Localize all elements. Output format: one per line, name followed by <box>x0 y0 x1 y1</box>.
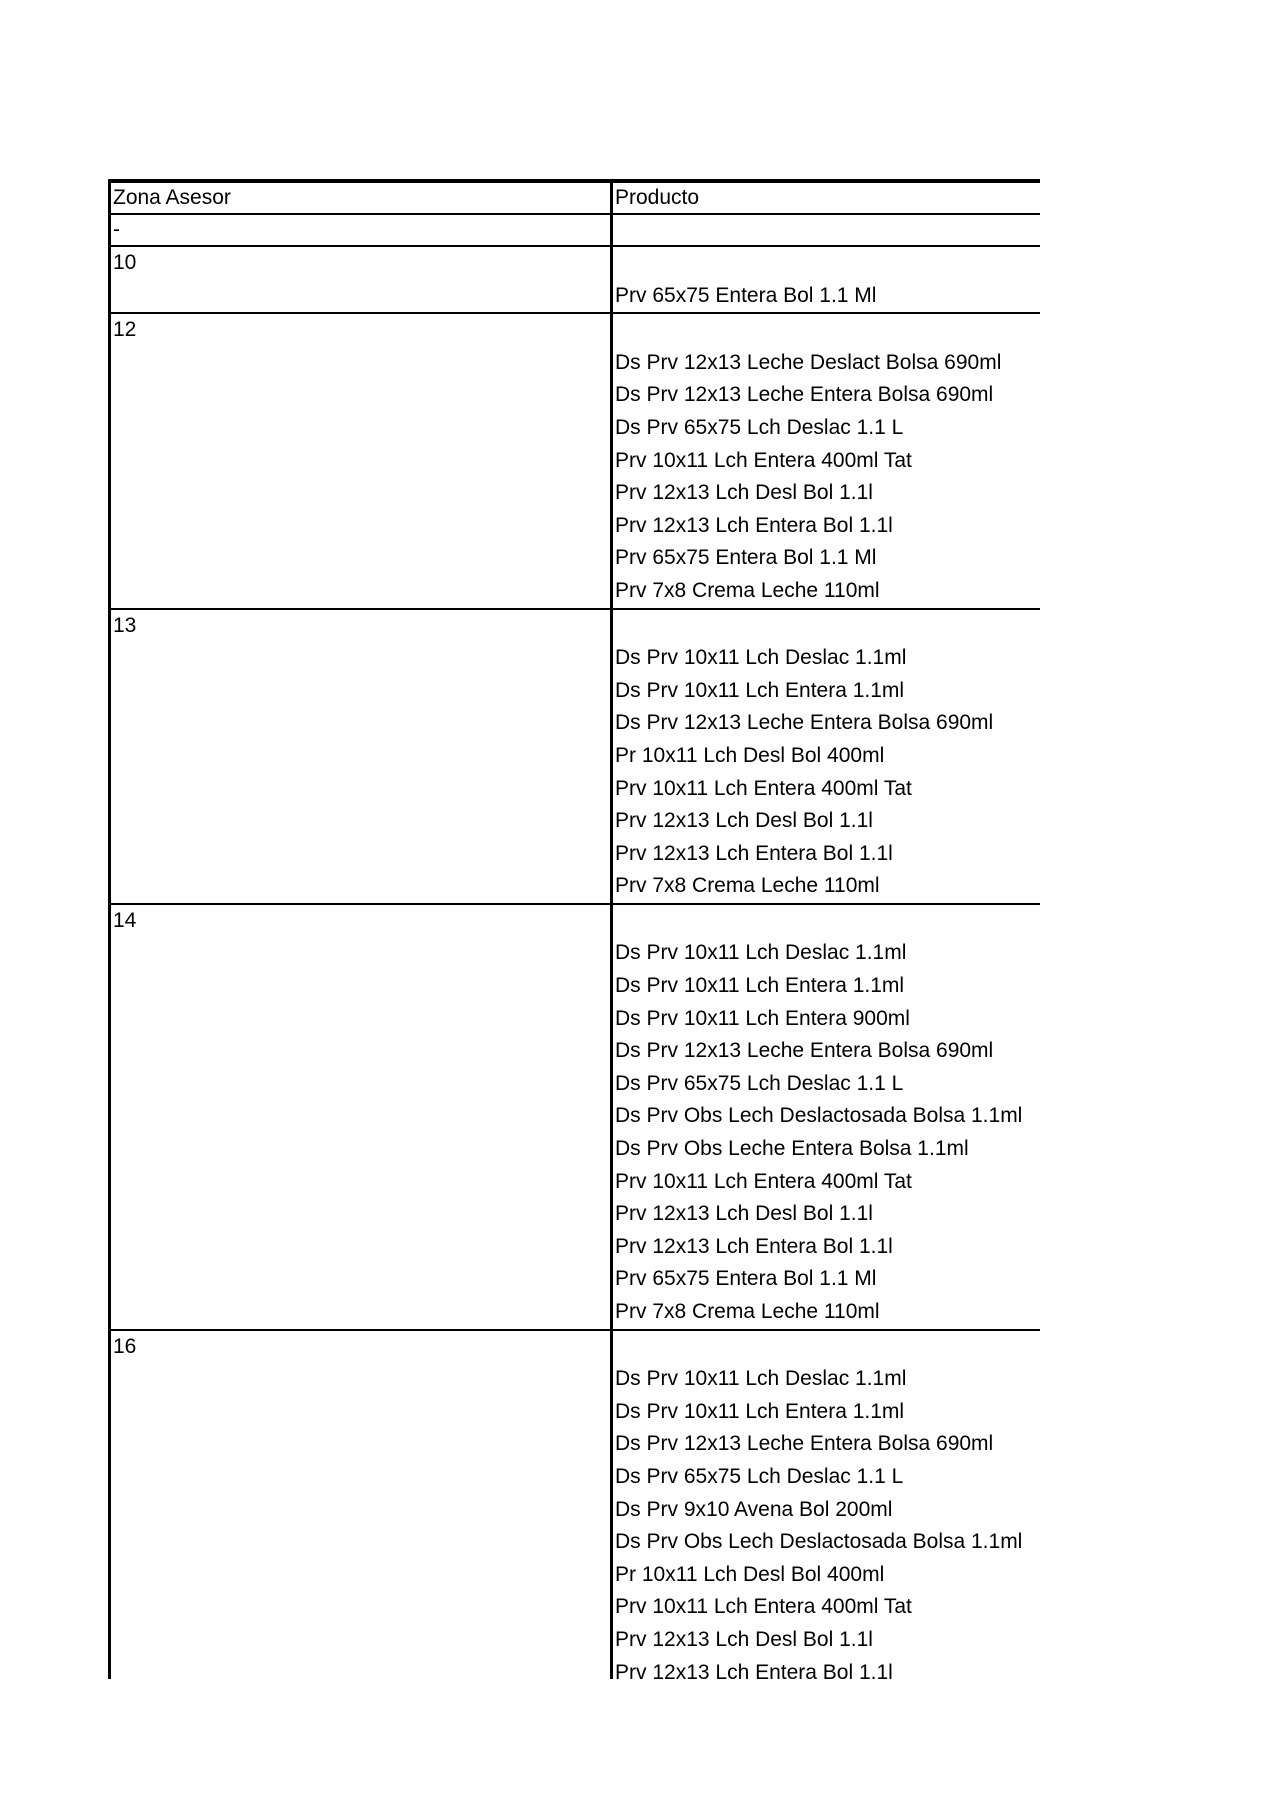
product-item: Pr 10x11 Lch Desl Bol 400ml <box>615 1562 885 1586</box>
product-item: Pr 10x11 Lch Desl Bol 400ml <box>615 743 885 767</box>
product-item: Ds Prv 10x11 Lch Entera 1.1ml <box>615 974 905 998</box>
product-item: Prv 10x11 Lch Entera 400ml Tat <box>615 1595 912 1619</box>
product-cell <box>612 313 1041 608</box>
zone-cell <box>110 1330 612 1679</box>
product-item: Prv 7x8 Crema Leche 110ml <box>615 578 880 602</box>
product-cell <box>612 1330 1041 1679</box>
table-row <box>110 904 1041 1330</box>
product-item: Ds Prv 65x75 Lch Deslac 1.1 L <box>615 415 904 439</box>
product-item: Prv 12x13 Lch Desl Bol 1.1l <box>615 809 873 833</box>
product-item: Prv 12x13 Lch Desl Bol 1.1l <box>615 481 873 505</box>
table-row <box>110 246 1041 313</box>
zone-label: 14 <box>113 908 137 932</box>
zone-cell <box>110 313 612 608</box>
header-row <box>110 181 1041 214</box>
product-item: Ds Prv 12x13 Leche Deslact Bolsa 690ml <box>615 350 1002 374</box>
zone-label: - <box>113 218 120 241</box>
zone-cell <box>110 214 612 246</box>
product-cell <box>612 246 1041 313</box>
product-item: Ds Prv 65x75 Lch Deslac 1.1 L <box>615 1464 904 1488</box>
product-cell <box>612 904 1041 1330</box>
table-row <box>110 1330 1041 1679</box>
table-row <box>110 313 1041 608</box>
product-cell <box>612 609 1041 904</box>
zone-label: 16 <box>113 1334 137 1358</box>
product-item: Ds Prv 10x11 Lch Deslac 1.1ml <box>615 646 907 670</box>
product-list <box>615 280 1038 313</box>
product-item: Prv 10x11 Lch Entera 400ml Tat <box>615 1169 912 1193</box>
product-item: Ds Prv 10x11 Lch Deslac 1.1ml <box>615 941 907 965</box>
product-item: Ds Prv Obs Lech Deslactosada Bolsa 1.1ml <box>615 1104 1023 1128</box>
product-item: Prv 12x13 Lch Entera Bol 1.1l <box>615 1234 893 1258</box>
product-item: Ds Prv Obs Leche Entera Bolsa 1.1ml <box>615 1137 969 1161</box>
product-item: Prv 65x75 Entera Bol 1.1 Ml <box>615 283 877 307</box>
product-item: Ds Prv 12x13 Leche Entera Bolsa 690ml <box>615 1432 994 1456</box>
product-item: Prv 65x75 Entera Bol 1.1 Ml <box>615 1267 877 1291</box>
product-item: Prv 7x8 Crema Leche 110ml <box>615 874 880 898</box>
product-item: Ds Prv 10x11 Lch Entera 1.1ml <box>615 1399 905 1423</box>
product-item: Ds Prv Obs Lech Deslactosada Bolsa 1.1ml <box>615 1530 1023 1554</box>
product-list <box>615 642 1038 903</box>
product-list <box>615 937 1038 1328</box>
product-cell <box>612 214 1041 246</box>
product-item: Ds Prv 65x75 Lch Deslac 1.1 L <box>615 1071 904 1095</box>
product-item: Ds Prv 10x11 Lch Deslac 1.1ml <box>615 1367 907 1391</box>
product-item: Prv 65x75 Entera Bol 1.1 Ml <box>615 546 877 570</box>
zone-label: 13 <box>113 613 137 637</box>
product-item: Prv 12x13 Lch Desl Bol 1.1l <box>615 1202 873 1226</box>
product-item: Prv 7x8 Crema Leche 110ml <box>615 1300 880 1323</box>
product-item: Prv 12x13 Lch Entera Bol 1.1l <box>615 1660 893 1679</box>
zone-cell <box>110 609 612 904</box>
header-zona-asesor: Zona Asesor <box>110 181 612 214</box>
zone-label: 10 <box>113 251 137 274</box>
product-item: Ds Prv 12x13 Leche Entera Bolsa 690ml <box>615 383 994 407</box>
table-row <box>110 214 1041 246</box>
product-item: Ds Prv 10x11 Lch Entera 1.1ml <box>615 678 905 702</box>
product-item: Ds Prv 12x13 Leche Entera Bolsa 690ml <box>615 1039 994 1063</box>
zone-cell <box>110 904 612 1330</box>
product-list <box>615 347 1038 608</box>
product-item: Prv 12x13 Lch Desl Bol 1.1l <box>615 1627 873 1651</box>
product-list <box>615 1363 1038 1679</box>
product-item: Prv 12x13 Lch Entera Bol 1.1l <box>615 841 893 865</box>
zone-product-table <box>108 179 1040 1679</box>
product-item: Ds Prv 10x11 Lch Entera 900ml <box>615 1006 910 1030</box>
table-row <box>110 609 1041 904</box>
table-body <box>110 214 1041 1679</box>
product-item: Ds Prv 12x13 Leche Entera Bolsa 690ml <box>615 711 994 735</box>
product-item: Prv 10x11 Lch Entera 400ml Tat <box>615 448 912 472</box>
zone-label: 12 <box>113 318 137 342</box>
spreadsheet-page <box>108 179 1040 1679</box>
product-item: Prv 12x13 Lch Entera Bol 1.1l <box>615 513 893 537</box>
header-producto: Producto <box>612 181 1041 214</box>
product-item: Ds Prv 9x10 Avena Bol 200ml <box>615 1497 893 1521</box>
product-item: Prv 10x11 Lch Entera 400ml Tat <box>615 776 912 800</box>
zone-cell <box>110 246 612 313</box>
